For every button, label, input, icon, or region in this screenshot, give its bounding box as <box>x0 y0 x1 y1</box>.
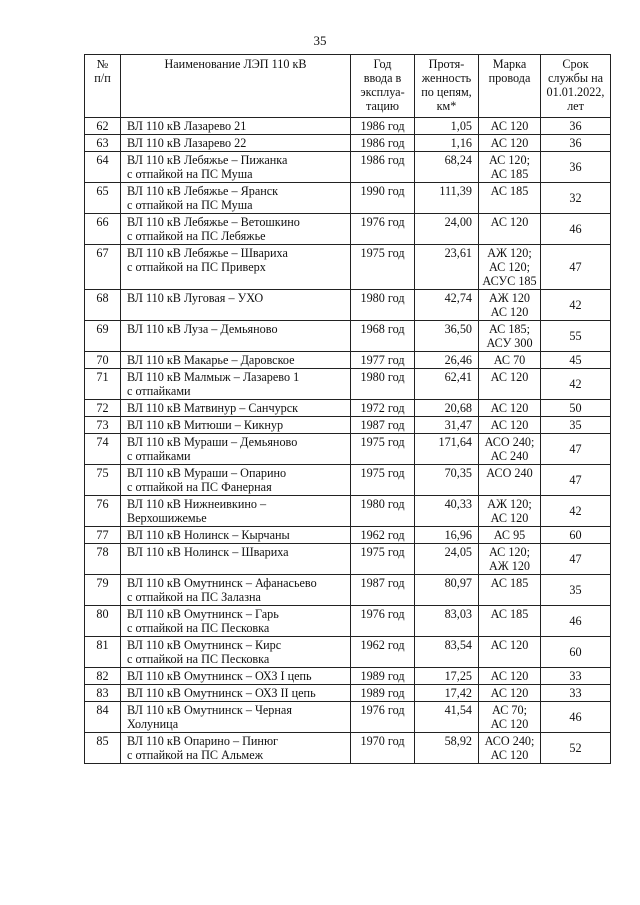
table-row <box>85 118 611 135</box>
table-row <box>85 135 611 152</box>
line-name: ВЛ 110 кВ Мураши – Опарино с отпайкой на ПС Фанерная <box>121 465 351 496</box>
row-number: 68 <box>85 290 121 321</box>
table-row <box>85 290 611 321</box>
commission-year: 1976 год <box>351 702 415 733</box>
line-name: ВЛ 110 кВ Луза – Демьяново <box>121 321 351 352</box>
column-header-length: Протя- женность по цепям, км* <box>415 55 479 118</box>
commission-year: 1962 год <box>351 637 415 668</box>
wire-type: АС 120; АС 185 <box>479 152 541 183</box>
commission-year: 1975 год <box>351 245 415 290</box>
column-header-year: Год ввода в эксплуа- тацию <box>351 55 415 118</box>
column-header-wire: Марка провода <box>479 55 541 118</box>
table-row <box>85 214 611 245</box>
line-name: ВЛ 110 кВ Омутнинск – Гарь с отпайкой на ПС Песковка <box>121 606 351 637</box>
wire-type: АС 120 <box>479 685 541 702</box>
wire-type: АС 120; АЖ 120 <box>479 544 541 575</box>
row-number: 66 <box>85 214 121 245</box>
line-length: 68,24 <box>415 152 479 183</box>
table-row <box>85 245 611 290</box>
line-name: ВЛ 110 кВ Нолинск – Кырчаны <box>121 527 351 544</box>
commission-year: 1980 год <box>351 496 415 527</box>
service-life: 46 <box>541 606 611 637</box>
table-row <box>85 575 611 606</box>
service-life: 36 <box>541 118 611 135</box>
column-header-number: № п/п <box>85 55 121 118</box>
row-number: 79 <box>85 575 121 606</box>
table-row <box>85 606 611 637</box>
table-row <box>85 400 611 417</box>
row-number: 74 <box>85 434 121 465</box>
table-row <box>85 183 611 214</box>
table-row <box>85 465 611 496</box>
wire-type: АС 120 <box>479 400 541 417</box>
commission-year: 1987 год <box>351 417 415 434</box>
row-number: 84 <box>85 702 121 733</box>
line-length: 1,05 <box>415 118 479 135</box>
service-life: 33 <box>541 685 611 702</box>
commission-year: 1980 год <box>351 290 415 321</box>
commission-year: 1968 год <box>351 321 415 352</box>
table-row <box>85 544 611 575</box>
line-name: ВЛ 110 кВ Омутнинск – ОХЗ II цепь <box>121 685 351 702</box>
table-row <box>85 668 611 685</box>
line-name: ВЛ 110 кВ Лебяжье – Швариха с отпайкой на ПС Приверх <box>121 245 351 290</box>
line-name: ВЛ 110 кВ Матвинур – Санчурск <box>121 400 351 417</box>
wire-type: АСО 240; АС 240 <box>479 434 541 465</box>
line-name: ВЛ 110 кВ Митюши – Кикнур <box>121 417 351 434</box>
line-length: 111,39 <box>415 183 479 214</box>
table-row <box>85 733 611 764</box>
row-number: 70 <box>85 352 121 369</box>
line-name: ВЛ 110 кВ Лебяжье – Яранск с отпайкой на ПС Муша <box>121 183 351 214</box>
line-name: ВЛ 110 кВ Омутнинск – Афанасьево с отпайкой на ПС Залазна <box>121 575 351 606</box>
line-length: 20,68 <box>415 400 479 417</box>
commission-year: 1962 год <box>351 527 415 544</box>
wire-type: АС 70; АС 120 <box>479 702 541 733</box>
line-length: 26,46 <box>415 352 479 369</box>
line-name: ВЛ 110 кВ Нижнеивкино – Верхошижемье <box>121 496 351 527</box>
line-name: ВЛ 110 кВ Омутнинск – Кирс с отпайкой на ПС Песковка <box>121 637 351 668</box>
wire-type: АЖ 120; АС 120; АСУС 185 <box>479 245 541 290</box>
line-name: ВЛ 110 кВ Лебяжье – Ветошкино с отпайкой на ПС Лебяжье <box>121 214 351 245</box>
table-row <box>85 152 611 183</box>
wire-type: АС 185 <box>479 606 541 637</box>
line-name: ВЛ 110 кВ Малмыж – Лазарево 1 с отпайками <box>121 369 351 400</box>
line-length: 16,96 <box>415 527 479 544</box>
row-number: 69 <box>85 321 121 352</box>
commission-year: 1980 год <box>351 369 415 400</box>
table-row <box>85 369 611 400</box>
table-body <box>85 118 611 764</box>
service-life: 60 <box>541 637 611 668</box>
line-name: ВЛ 110 кВ Лазарево 21 <box>121 118 351 135</box>
service-life: 32 <box>541 183 611 214</box>
service-life: 36 <box>541 152 611 183</box>
service-life: 33 <box>541 668 611 685</box>
wire-type: АСО 240 <box>479 465 541 496</box>
line-length: 70,35 <box>415 465 479 496</box>
line-length: 23,61 <box>415 245 479 290</box>
table-row <box>85 352 611 369</box>
commission-year: 1976 год <box>351 606 415 637</box>
row-number: 65 <box>85 183 121 214</box>
row-number: 82 <box>85 668 121 685</box>
wire-type: АЖ 120; АС 120 <box>479 496 541 527</box>
line-length: 31,47 <box>415 417 479 434</box>
commission-year: 1987 год <box>351 575 415 606</box>
commission-year: 1975 год <box>351 434 415 465</box>
commission-year: 1989 год <box>351 668 415 685</box>
line-name: ВЛ 110 кВ Луговая – УХО <box>121 290 351 321</box>
row-number: 63 <box>85 135 121 152</box>
commission-year: 1976 год <box>351 214 415 245</box>
line-length: 40,33 <box>415 496 479 527</box>
row-number: 71 <box>85 369 121 400</box>
wire-type: АС 120 <box>479 369 541 400</box>
service-life: 46 <box>541 214 611 245</box>
table-row <box>85 434 611 465</box>
row-number: 72 <box>85 400 121 417</box>
service-life: 52 <box>541 733 611 764</box>
line-name: ВЛ 110 кВ Макарье – Даровское <box>121 352 351 369</box>
commission-year: 1986 год <box>351 135 415 152</box>
row-number: 76 <box>85 496 121 527</box>
line-name: ВЛ 110 кВ Лазарево 22 <box>121 135 351 152</box>
wire-type: АС 120 <box>479 637 541 668</box>
row-number: 67 <box>85 245 121 290</box>
wire-type: АС 185; АСУ 300 <box>479 321 541 352</box>
column-header-name: Наименование ЛЭП 110 кВ <box>121 55 351 118</box>
service-life: 45 <box>541 352 611 369</box>
column-header-service-life: Срок службы на 01.01.2022, лет <box>541 55 611 118</box>
service-life: 42 <box>541 290 611 321</box>
wire-type: АСО 240; АС 120 <box>479 733 541 764</box>
commission-year: 1990 год <box>351 183 415 214</box>
line-length: 42,74 <box>415 290 479 321</box>
row-number: 64 <box>85 152 121 183</box>
wire-type: АС 120 <box>479 417 541 434</box>
wire-type: АЖ 120 АС 120 <box>479 290 541 321</box>
wire-type: АС 120 <box>479 214 541 245</box>
wire-type: АС 95 <box>479 527 541 544</box>
wire-type: АС 70 <box>479 352 541 369</box>
line-name: ВЛ 110 кВ Мураши – Демьяново с отпайками <box>121 434 351 465</box>
page-number: 35 <box>313 33 327 48</box>
row-number: 78 <box>85 544 121 575</box>
line-length: 62,41 <box>415 369 479 400</box>
commission-year: 1970 год <box>351 733 415 764</box>
line-length: 1,16 <box>415 135 479 152</box>
service-life: 47 <box>541 465 611 496</box>
line-name: ВЛ 110 кВ Омутнинск – ОХЗ I цепь <box>121 668 351 685</box>
line-length: 17,25 <box>415 668 479 685</box>
commission-year: 1989 год <box>351 685 415 702</box>
service-life: 36 <box>541 135 611 152</box>
table-row <box>85 496 611 527</box>
commission-year: 1975 год <box>351 465 415 496</box>
row-number: 73 <box>85 417 121 434</box>
line-name: ВЛ 110 кВ Нолинск – Швариха <box>121 544 351 575</box>
wire-type: АС 120 <box>479 118 541 135</box>
wire-type: АС 185 <box>479 575 541 606</box>
service-life: 55 <box>541 321 611 352</box>
wire-type: АС 120 <box>479 135 541 152</box>
table-header-row <box>85 55 611 118</box>
line-name: ВЛ 110 кВ Опарино – Пинюг с отпайкой на ПС Альмеж <box>121 733 351 764</box>
commission-year: 1977 год <box>351 352 415 369</box>
row-number: 80 <box>85 606 121 637</box>
line-length: 171,64 <box>415 434 479 465</box>
service-life: 42 <box>541 369 611 400</box>
line-length: 83,54 <box>415 637 479 668</box>
row-number: 83 <box>85 685 121 702</box>
row-number: 75 <box>85 465 121 496</box>
line-length: 58,92 <box>415 733 479 764</box>
table-row <box>85 685 611 702</box>
commission-year: 1975 год <box>351 544 415 575</box>
table-row <box>85 321 611 352</box>
commission-year: 1972 год <box>351 400 415 417</box>
line-length: 24,00 <box>415 214 479 245</box>
table-row <box>85 417 611 434</box>
service-life: 47 <box>541 434 611 465</box>
line-length: 36,50 <box>415 321 479 352</box>
line-length: 24,05 <box>415 544 479 575</box>
table-row <box>85 637 611 668</box>
line-length: 80,97 <box>415 575 479 606</box>
wire-type: АС 120 <box>479 668 541 685</box>
service-life: 47 <box>541 544 611 575</box>
commission-year: 1986 год <box>351 118 415 135</box>
service-life: 47 <box>541 245 611 290</box>
commission-year: 1986 год <box>351 152 415 183</box>
service-life: 60 <box>541 527 611 544</box>
line-length: 41,54 <box>415 702 479 733</box>
service-life: 42 <box>541 496 611 527</box>
line-name: ВЛ 110 кВ Лебяжье – Пижанка с отпайкой на ПС Муша <box>121 152 351 183</box>
service-life: 35 <box>541 417 611 434</box>
service-life: 35 <box>541 575 611 606</box>
row-number: 62 <box>85 118 121 135</box>
line-length: 17,42 <box>415 685 479 702</box>
row-number: 85 <box>85 733 121 764</box>
wire-type: АС 185 <box>479 183 541 214</box>
service-life: 50 <box>541 400 611 417</box>
power-lines-table <box>84 54 611 764</box>
table-row <box>85 527 611 544</box>
row-number: 77 <box>85 527 121 544</box>
table-row <box>85 702 611 733</box>
line-length: 83,03 <box>415 606 479 637</box>
row-number: 81 <box>85 637 121 668</box>
line-name: ВЛ 110 кВ Омутнинск – Черная Холуница <box>121 702 351 733</box>
service-life: 46 <box>541 702 611 733</box>
